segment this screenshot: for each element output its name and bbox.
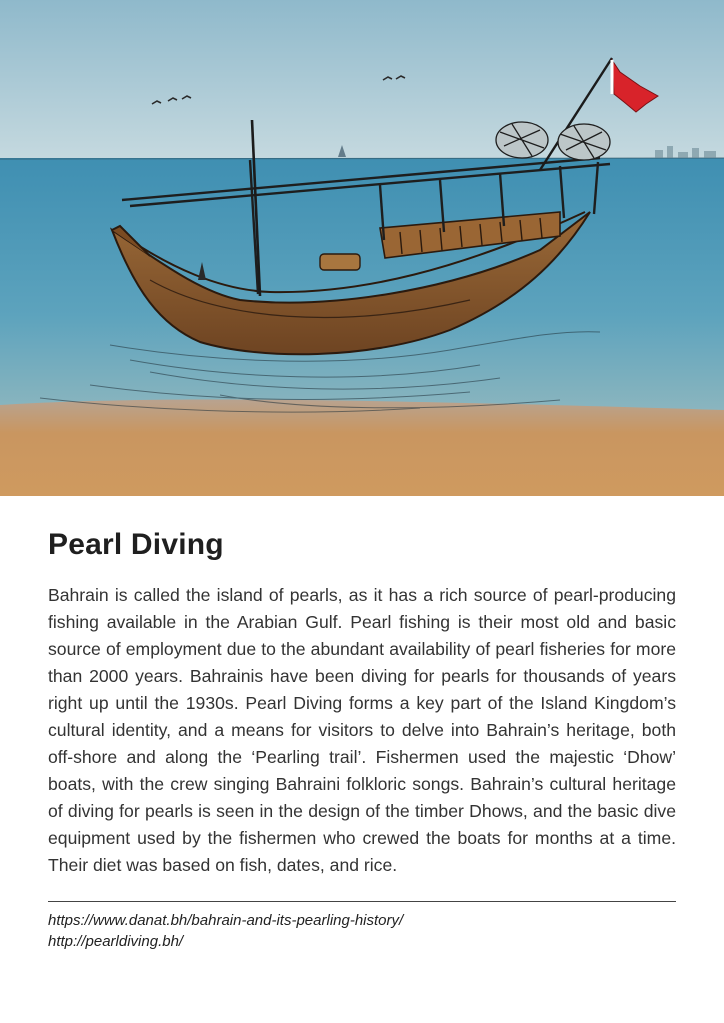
article-title: Pearl Diving: [48, 528, 224, 561]
source-link-danat[interactable]: https://www.danat.bh/bahrain-and-its-pearling-history/: [48, 912, 404, 929]
dhow-illustration: [0, 0, 724, 496]
sand: [0, 400, 724, 496]
sea: [0, 158, 724, 420]
article-body: Bahrain is called the island of pearls, as it has a rich source of pearl-producing fishing available in the Arabian Gulf. Pearl fishing is their most old and basic source of employment due to the abundant availability of pearl fisheries for more than 2000 years. Bahrainis have been diving for pearls for thousands of years right up until the 1930s. Pearl Diving forms a key part of the Island Kingdom’s cultural identity, and a means for visitors to delve into Bahrain’s heritage, both off-shore and along the ‘Pearling trail’. Fishermen used the majestic ‘Dhow’ boats, with the crew singing Bahraini folkloric songs. Bahrain’s cultural heritage of diving for pearls is seen in the design of the timber Dhows, and the basic dive equipment used by the fishermen who crewed the boats for months at a time. Their diet was based on fish, dates, and rice.: [48, 585, 676, 875]
article-content: [48, 496, 676, 952]
source-links: [48, 910, 676, 952]
dhow-sketch-svg: [0, 0, 724, 496]
source-link-pearldiving[interactable]: http://pearldiving.bh/: [48, 933, 184, 950]
sources-divider: [48, 901, 676, 902]
